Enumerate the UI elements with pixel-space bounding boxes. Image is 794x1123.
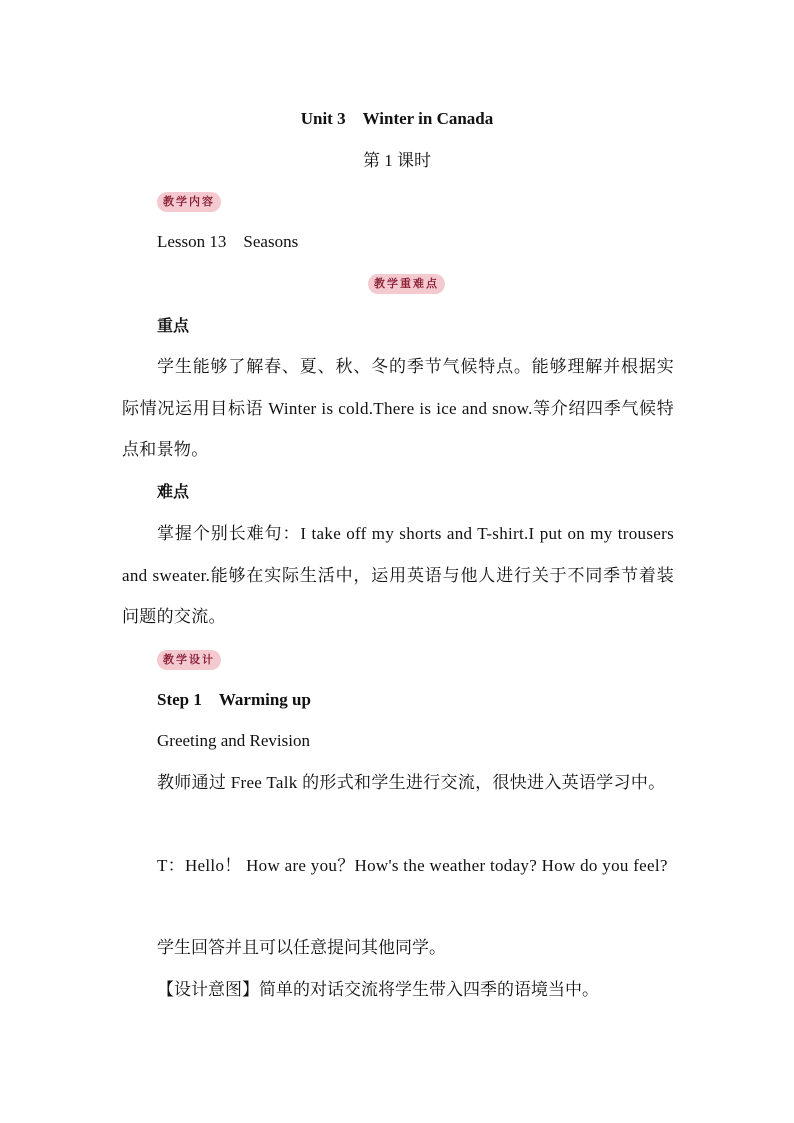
- step1-paragraph-dialogue: T：Hello！ How are you？How's the weather today? How do you feel?: [157, 856, 668, 875]
- key-points-heading: 重点: [157, 316, 190, 335]
- difficult-points-heading: 难点: [157, 482, 190, 501]
- step1-design-intent: 【设计意图】简单的对话交流将学生带入四季的语境当中。: [157, 980, 599, 999]
- badge-teaching-content: 教学内容: [157, 192, 221, 212]
- badge-teaching-design: 教学设计: [157, 650, 221, 670]
- step1-paragraph-answer: 学生回答并且可以任意提问其他同学。: [157, 938, 446, 957]
- badge-key-difficult-points: 教学重难点: [368, 274, 445, 294]
- lesson-period: 第 1 课时: [363, 151, 431, 170]
- unit-title: Unit 3 Winter in Canada: [300, 109, 494, 128]
- step1-subheading: Greeting and Revision: [157, 731, 310, 750]
- key-points-text: 学生能够了解春、夏、秋、冬的季节气候特点。能够理解并根据实际情况运用目标语 Winter is cold.There is ice and snow.等介绍四季气候特点和景物。: [122, 357, 674, 459]
- lesson-name: Lesson 13 Seasons: [157, 232, 299, 251]
- step1-heading: Step 1 Warming up: [157, 690, 311, 709]
- step1-paragraph-freetalk: 教师通过 Free Talk 的形式和学生进行交流，很快进入英语学习中。: [157, 773, 666, 792]
- difficult-points-text: 掌握个别长难句：I take off my shorts and T-shirt.I put on my trousers and sweater.能够在实际生活中，运用英语与他人进行关于不同季节着装问题的交流。: [122, 524, 674, 626]
